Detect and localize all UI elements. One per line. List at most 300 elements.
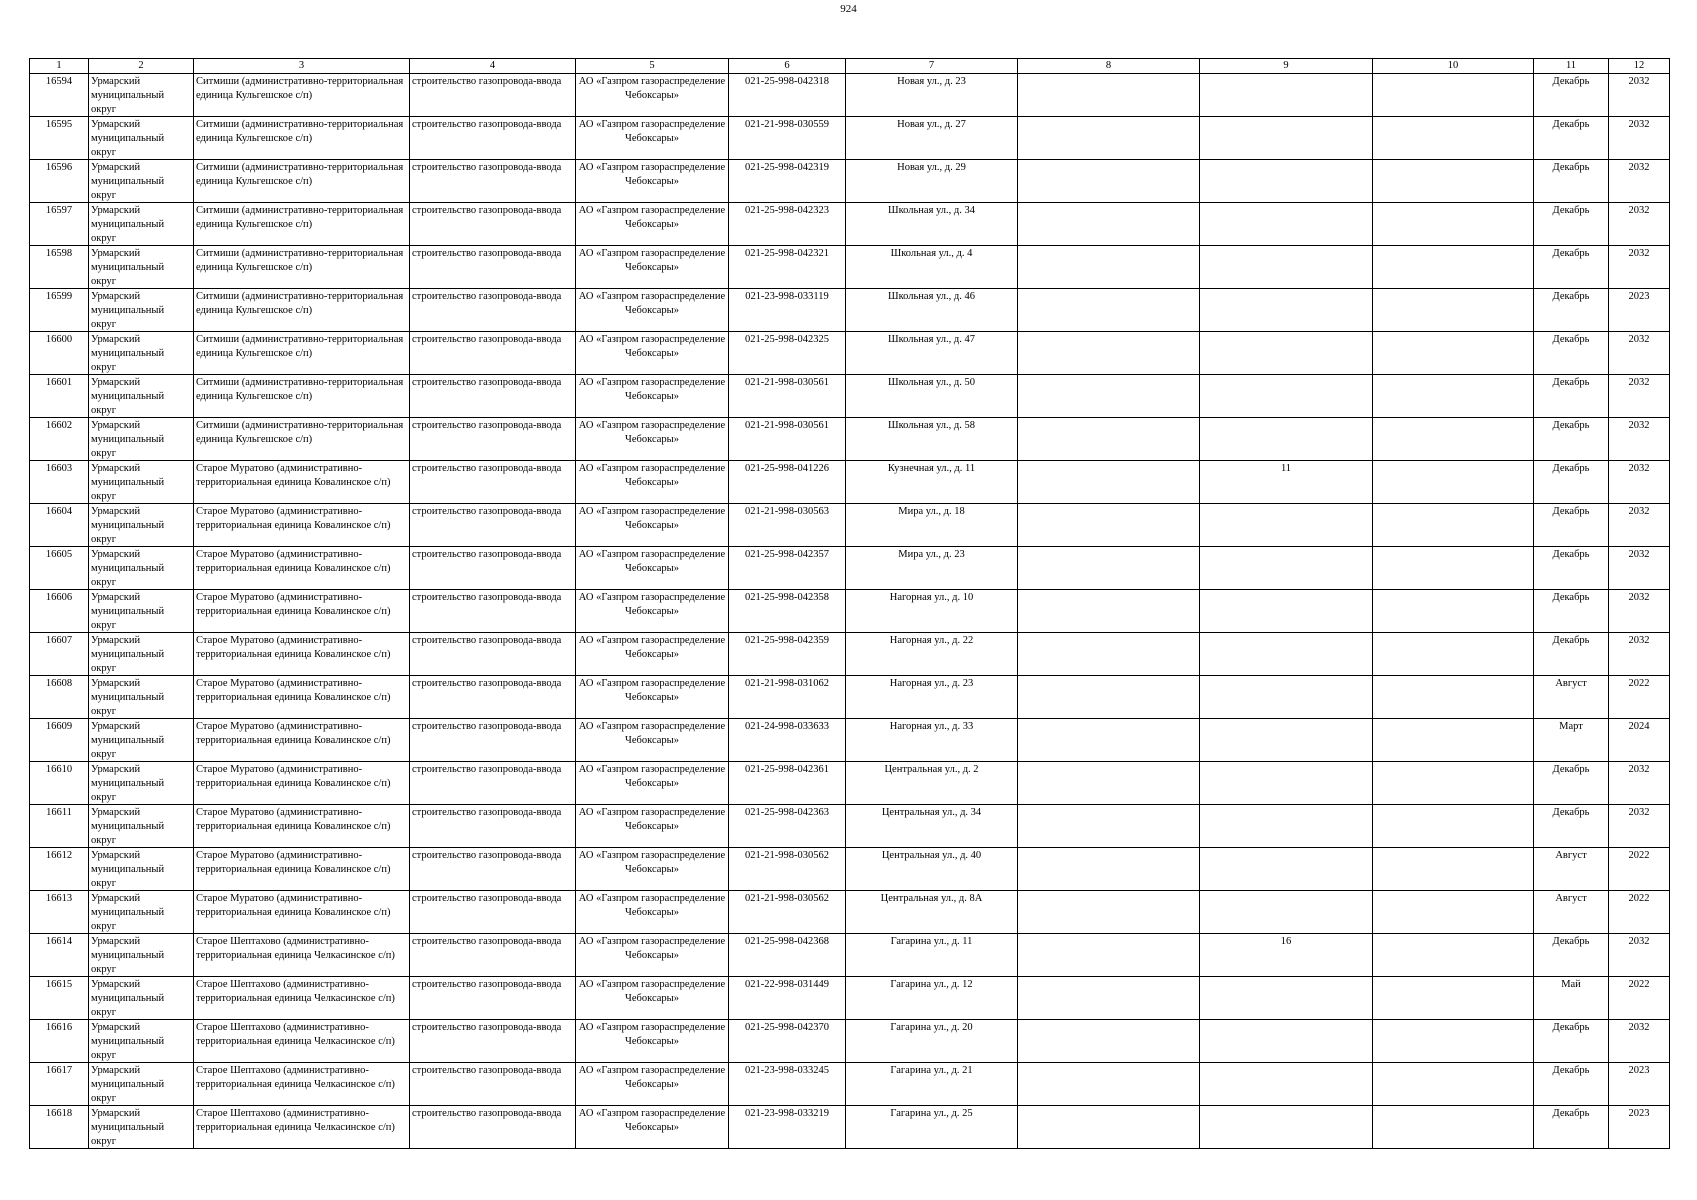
address-cell [846,547,1018,590]
table-body [30,74,1670,1149]
record-number [30,891,89,934]
column-9-cell-text: 16 [1280,936,1292,947]
district-cell-text: Урмарский муниципальный округ [91,248,165,287]
year-cell-text: 2032 [1628,807,1650,818]
column-8-cell [1018,1063,1200,1106]
column-9-cell [1200,762,1373,805]
month-cell-text: Декабрь [1552,162,1590,173]
organization-cell [576,977,729,1020]
organization-cell [576,805,729,848]
work-type-cell-text: строительство газопровода-ввода [412,420,562,431]
month-cell-text: Декабрь [1552,1022,1590,1033]
organization-cell [576,1106,729,1149]
address-cell [846,246,1018,289]
address-cell [846,633,1018,676]
organization-cell [576,461,729,504]
address-cell-text: Школьная ул., д. 58 [887,420,976,431]
year-cell [1609,504,1670,547]
column-8-cell [1018,289,1200,332]
record-number-text: 16604 [45,506,73,517]
month-cell [1534,1020,1609,1063]
record-number-text: 16597 [45,205,73,216]
organization-cell [576,160,729,203]
object-code-cell-text: 021-25-998-042358 [745,592,829,603]
table-row [30,1106,1670,1149]
work-type-cell-text: строительство газопровода-ввода [412,162,562,173]
organization-cell-text: АО «Газпром газораспределение Чебоксары» [578,678,726,703]
table-row [30,633,1670,676]
record-number-text: 16612 [45,850,73,861]
address-cell-text: Новая ул., д. 27 [897,119,966,130]
column-9-cell [1200,461,1373,504]
organization-cell-text: АО «Газпром газораспределение Чебоксары» [578,635,726,660]
work-type-cell [410,676,576,719]
object-code-cell [729,719,846,762]
column-9-cell [1200,977,1373,1020]
column-8-cell [1018,160,1200,203]
year-cell-text: 2032 [1628,377,1650,388]
settlement-cell [194,246,410,289]
address-cell [846,418,1018,461]
record-number-text: 16616 [45,1022,73,1033]
month-cell-text: Декабрь [1552,807,1590,818]
year-cell-text: 2032 [1628,162,1650,173]
month-cell-text: Декабрь [1552,76,1590,87]
address-cell [846,848,1018,891]
organization-cell-text: АО «Газпром газораспределение Чебоксары» [578,592,726,617]
address-cell [846,1063,1018,1106]
record-number-text: 16598 [45,248,73,259]
address-cell [846,676,1018,719]
column-8-cell [1018,805,1200,848]
work-type-cell [410,160,576,203]
record-number-text: 16613 [45,893,73,904]
settlement-cell-text: Старое Шептахово (административно-территориальная единица Челкасинское с/п) [196,936,395,961]
address-cell-text: Центральная ул., д. 34 [881,807,982,818]
year-cell [1609,762,1670,805]
object-code-cell [729,160,846,203]
settlement-cell [194,203,410,246]
work-type-cell-text: строительство газопровода-ввода [412,979,562,990]
organization-cell-text: АО «Газпром газораспределение Чебоксары» [578,506,726,531]
year-cell [1609,203,1670,246]
district-cell-text: Урмарский муниципальный округ [91,420,165,459]
year-cell-text: 2032 [1628,420,1650,431]
address-cell-text: Мира ул., д. 23 [898,549,965,560]
settlement-cell [194,74,410,117]
year-cell [1609,848,1670,891]
district-cell [89,203,194,246]
address-cell-text: Центральная ул., д. 40 [881,850,982,861]
month-cell-text: Декабрь [1552,377,1590,388]
year-cell [1609,805,1670,848]
organization-cell-text: АО «Газпром газораспределение Чебоксары» [578,1022,726,1047]
district-cell-text: Урмарский муниципальный округ [91,979,165,1018]
month-cell [1534,547,1609,590]
table-row [30,289,1670,332]
column-10-cell [1373,934,1534,977]
record-number-text: 16600 [45,334,73,345]
address-cell [846,1020,1018,1063]
column-10-cell [1373,590,1534,633]
object-code-cell-text: 021-25-998-042321 [745,248,829,259]
column-10-cell [1373,977,1534,1020]
column-9-cell [1200,590,1373,633]
year-cell [1609,633,1670,676]
record-number [30,676,89,719]
year-cell [1609,418,1670,461]
settlement-cell-text: Старое Муратово (административно-территориальная единица Ковалинское с/п) [196,463,391,488]
address-cell-text: Мира ул., д. 18 [898,506,965,517]
work-type-cell [410,848,576,891]
object-code-cell-text: 021-25-998-042319 [745,162,829,173]
object-code-cell [729,676,846,719]
column-header: 5 [576,59,729,74]
settlement-cell [194,160,410,203]
record-number [30,1106,89,1149]
district-cell [89,633,194,676]
address-cell [846,977,1018,1020]
year-cell-text: 2032 [1628,334,1650,345]
district-cell [89,676,194,719]
settlement-cell-text: Старое Муратово (административно-территориальная единица Ковалинское с/п) [196,721,391,746]
month-cell [1534,762,1609,805]
record-number [30,289,89,332]
district-cell-text: Урмарский муниципальный округ [91,936,165,975]
district-cell [89,418,194,461]
month-cell-text: Декабрь [1552,1065,1590,1076]
month-cell-text: Декабрь [1552,549,1590,560]
record-number-text: 16611 [46,807,72,818]
organization-cell [576,1063,729,1106]
month-cell [1534,977,1609,1020]
settlement-cell [194,504,410,547]
work-type-cell-text: строительство газопровода-ввода [412,678,562,689]
address-cell-text: Гагарина ул., д. 11 [890,936,973,947]
address-cell [846,805,1018,848]
organization-cell [576,289,729,332]
object-code-cell [729,117,846,160]
object-code-cell-text: 021-21-998-030562 [745,850,829,861]
month-cell [1534,246,1609,289]
address-cell [846,934,1018,977]
district-cell-text: Урмарский муниципальный округ [91,119,165,158]
month-cell [1534,418,1609,461]
record-number-text: 16608 [45,678,73,689]
record-number [30,160,89,203]
settlement-cell-text: Старое Муратово (административно-территориальная единица Ковалинское с/п) [196,764,391,789]
work-type-cell-text: строительство газопровода-ввода [412,463,562,474]
table-row [30,461,1670,504]
record-number-text: 16601 [45,377,73,388]
column-9-cell [1200,848,1373,891]
organization-cell [576,719,729,762]
column-9-cell [1200,633,1373,676]
organization-cell-text: АО «Газпром газораспределение Чебоксары» [578,334,726,359]
month-cell [1534,1063,1609,1106]
organization-cell [576,504,729,547]
record-number [30,805,89,848]
address-cell-text: Нагорная ул., д. 10 [889,592,974,603]
object-code-cell-text: 021-23-998-033119 [745,291,829,302]
organization-cell [576,375,729,418]
address-cell-text: Нагорная ул., д. 33 [889,721,974,732]
column-10-cell [1373,74,1534,117]
column-9-cell [1200,1063,1373,1106]
organization-cell-text: АО «Газпром газораспределение Чебоксары» [578,721,726,746]
settlement-cell-text: Ситмиши (административно-территориальная единица Кульгешское с/п) [196,377,404,402]
record-number-text: 16615 [45,979,73,990]
settlement-cell [194,418,410,461]
work-type-cell [410,891,576,934]
year-cell-text: 2032 [1628,506,1650,517]
work-type-cell-text: строительство газопровода-ввода [412,291,562,302]
object-code-cell [729,74,846,117]
column-8-cell [1018,633,1200,676]
month-cell [1534,719,1609,762]
month-cell-text: Декабрь [1552,936,1590,947]
settlement-cell [194,719,410,762]
object-code-cell-text: 021-21-998-030559 [745,119,829,130]
address-cell-text: Гагарина ул., д. 20 [890,1022,973,1033]
record-number [30,504,89,547]
organization-cell-text: АО «Газпром газораспределение Чебоксары» [578,764,726,789]
column-8-cell [1018,547,1200,590]
object-code-cell [729,891,846,934]
organization-cell [576,633,729,676]
organization-cell [576,547,729,590]
year-cell-text: 2032 [1628,119,1650,130]
year-cell-text: 2023 [1628,1065,1650,1076]
settlement-cell-text: Старое Муратово (административно-территориальная единица Ковалинское с/п) [196,678,391,703]
district-cell-text: Урмарский муниципальный округ [91,1108,165,1147]
month-cell-text: Декабрь [1552,291,1590,302]
column-9-cell [1200,1020,1373,1063]
object-code-cell [729,762,846,805]
settlement-cell-text: Ситмиши (административно-территориальная единица Кульгешское с/п) [196,119,404,144]
month-cell [1534,74,1609,117]
year-cell-text: 2022 [1628,678,1650,689]
record-number [30,117,89,160]
organization-cell-text: АО «Газпром газораспределение Чебоксары» [578,1065,726,1090]
year-cell-text: 2032 [1628,205,1650,216]
table-row [30,805,1670,848]
column-header: 2 [89,59,194,74]
table-row [30,547,1670,590]
district-cell [89,805,194,848]
settlement-cell-text: Ситмиши (административно-территориальная единица Кульгешское с/п) [196,248,404,273]
month-cell [1534,805,1609,848]
organization-cell [576,203,729,246]
table-row [30,418,1670,461]
month-cell-text: Декабрь [1552,592,1590,603]
district-cell-text: Урмарский муниципальный округ [91,807,165,846]
district-cell-text: Урмарский муниципальный округ [91,377,165,416]
column-10-cell [1373,762,1534,805]
header-row [30,59,1670,74]
object-code-cell [729,375,846,418]
year-cell-text: 2022 [1628,979,1650,990]
organization-cell [576,676,729,719]
table-row [30,1063,1670,1106]
column-9-cell [1200,1106,1373,1149]
settlement-cell [194,762,410,805]
object-code-cell-text: 021-21-998-030561 [745,377,829,388]
month-cell [1534,1106,1609,1149]
settlement-cell [194,676,410,719]
district-cell [89,848,194,891]
column-8-cell [1018,504,1200,547]
column-9-cell [1200,203,1373,246]
work-type-cell-text: строительство газопровода-ввода [412,936,562,947]
work-type-cell [410,332,576,375]
district-cell-text: Урмарский муниципальный округ [91,764,165,803]
column-8-cell [1018,977,1200,1020]
month-cell-text: Август [1555,893,1587,904]
object-code-cell [729,805,846,848]
year-cell [1609,246,1670,289]
column-10-cell [1373,246,1534,289]
address-cell [846,590,1018,633]
column-9-cell [1200,74,1373,117]
settlement-cell [194,375,410,418]
record-number-text: 16596 [45,162,73,173]
address-cell [846,203,1018,246]
month-cell [1534,891,1609,934]
page-number: 924 [840,3,857,15]
column-10-cell [1373,676,1534,719]
month-cell [1534,117,1609,160]
address-cell-text: Центральная ул., д. 2 [884,764,979,775]
object-code-cell-text: 021-25-998-041226 [745,463,829,474]
table-row [30,848,1670,891]
organization-cell [576,762,729,805]
column-8-cell [1018,418,1200,461]
organization-cell-text: АО «Газпром газораспределение Чебоксары» [578,979,726,1004]
organization-cell [576,1020,729,1063]
column-10-cell [1373,203,1534,246]
column-header: 9 [1200,59,1373,74]
month-cell-text: Март [1559,721,1583,732]
organization-cell-text: АО «Газпром газораспределение Чебоксары» [578,291,726,316]
column-10-cell [1373,547,1534,590]
work-type-cell-text: строительство газопровода-ввода [412,76,562,87]
column-header: 10 [1373,59,1534,74]
organization-cell-text: АО «Газпром газораспределение Чебоксары» [578,119,726,144]
district-cell [89,590,194,633]
address-cell-text: Нагорная ул., д. 22 [889,635,974,646]
settlement-cell [194,977,410,1020]
object-code-cell-text: 021-21-998-030561 [745,420,829,431]
record-number [30,547,89,590]
district-cell [89,1106,194,1149]
year-cell [1609,547,1670,590]
year-cell-text: 2032 [1628,936,1650,947]
column-9-cell [1200,375,1373,418]
column-header: 7 [846,59,1018,74]
data-table [29,58,1670,1149]
column-header: 11 [1534,59,1609,74]
work-type-cell-text: строительство газопровода-ввода [412,893,562,904]
work-type-cell [410,461,576,504]
district-cell [89,762,194,805]
address-cell-text: Гагарина ул., д. 12 [890,979,973,990]
settlement-cell-text: Ситмиши (административно-территориальная единица Кульгешское с/п) [196,162,404,187]
settlement-cell-text: Старое Шептахово (административно-территориальная единица Челкасинское с/п) [196,1022,395,1047]
year-cell [1609,461,1670,504]
work-type-cell [410,375,576,418]
month-cell [1534,633,1609,676]
settlement-cell-text: Ситмиши (административно-территориальная единица Кульгешское с/п) [196,334,404,359]
settlement-cell [194,891,410,934]
district-cell-text: Урмарский муниципальный округ [91,205,165,244]
record-number-text: 16607 [45,635,73,646]
column-8-cell [1018,676,1200,719]
work-type-cell [410,547,576,590]
year-cell [1609,117,1670,160]
work-type-cell-text: строительство газопровода-ввода [412,248,562,259]
column-9-cell [1200,246,1373,289]
settlement-cell [194,590,410,633]
table-row [30,1020,1670,1063]
record-number [30,461,89,504]
organization-cell [576,246,729,289]
district-cell [89,289,194,332]
month-cell [1534,461,1609,504]
work-type-cell [410,719,576,762]
object-code-cell-text: 021-25-998-042323 [745,205,829,216]
column-9-cell [1200,805,1373,848]
object-code-cell-text: 021-23-998-033245 [745,1065,829,1076]
column-9-cell [1200,418,1373,461]
table-row [30,762,1670,805]
settlement-cell-text: Старое Муратово (административно-территориальная единица Ковалинское с/п) [196,893,391,918]
year-cell-text: 2032 [1628,592,1650,603]
work-type-cell-text: строительство газопровода-ввода [412,205,562,216]
address-cell-text: Новая ул., д. 23 [897,76,966,87]
object-code-cell [729,1020,846,1063]
object-code-cell-text: 021-25-998-042368 [745,936,829,947]
year-cell [1609,934,1670,977]
column-10-cell [1373,805,1534,848]
work-type-cell-text: строительство газопровода-ввода [412,506,562,517]
record-number [30,762,89,805]
work-type-cell [410,762,576,805]
column-8-cell [1018,203,1200,246]
work-type-cell [410,590,576,633]
column-10-cell [1373,117,1534,160]
month-cell-text: Август [1555,850,1587,861]
district-cell [89,246,194,289]
object-code-cell-text: 021-21-998-031062 [745,678,829,689]
work-type-cell-text: строительство газопровода-ввода [412,549,562,560]
work-type-cell-text: строительство газопровода-ввода [412,1065,562,1076]
address-cell [846,117,1018,160]
column-8-cell [1018,891,1200,934]
object-code-cell [729,418,846,461]
month-cell-text: Декабрь [1552,635,1590,646]
address-cell [846,461,1018,504]
record-number [30,418,89,461]
settlement-cell-text: Старое Муратово (административно-территориальная единица Ковалинское с/п) [196,635,391,660]
district-cell-text: Урмарский муниципальный округ [91,1065,165,1104]
address-cell-text: Центральная ул., д. 8А [880,893,983,904]
year-cell-text: 2032 [1628,635,1650,646]
record-number [30,1020,89,1063]
organization-cell-text: АО «Газпром газораспределение Чебоксары» [578,248,726,273]
month-cell [1534,590,1609,633]
object-code-cell [729,934,846,977]
